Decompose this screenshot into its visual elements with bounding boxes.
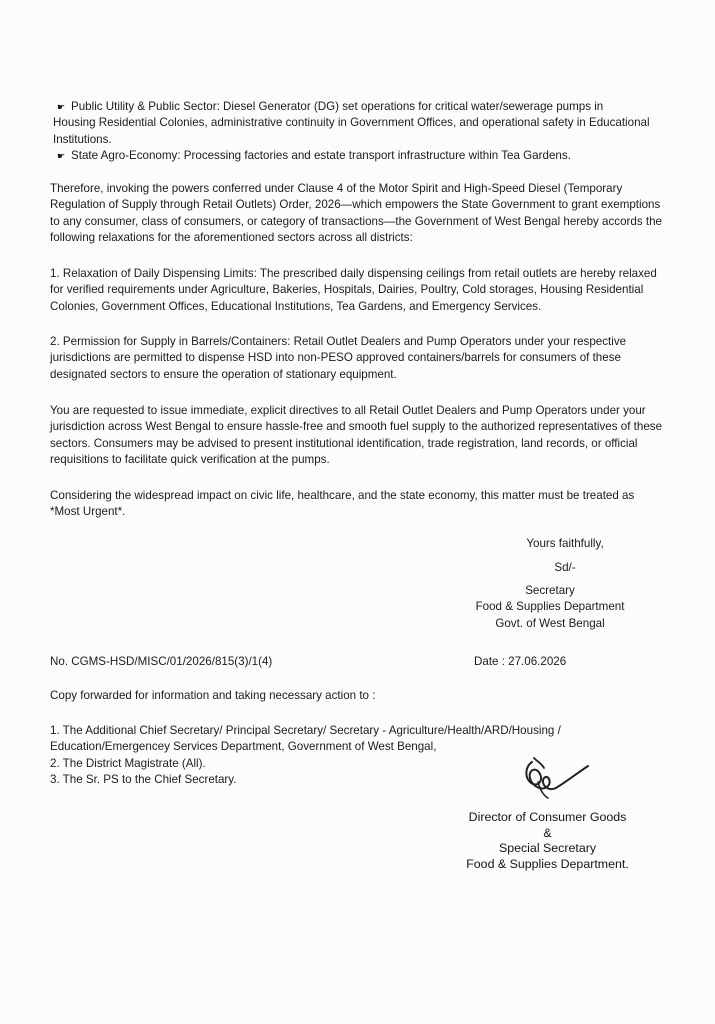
- permission-barrels-containers: 2. Permission for Supply in Barrels/Containers: Retail Outlet Dealers and Pump Operators under your respective jurisdictions are permitted to dispense HSD into non-PESO approved containers/barrels for consumers of these designated sectors to ensure the operation of stationary equipment.: [50, 335, 627, 381]
- bullet-arrow-icon: ☛: [57, 151, 66, 162]
- director-department: Food & Supplies Department.: [466, 856, 629, 871]
- secretary-signature-block: [455, 536, 645, 632]
- director-title: Director of Consumer Goods: [468, 810, 627, 824]
- bullet-text: [71, 99, 658, 115]
- memo-number: No. CGMS-HSD/MISC/01/2026/815(3)/1(4): [50, 655, 273, 668]
- bullet-item-agro-economy: [53, 148, 658, 164]
- copy-forwarded-line: Copy forwarded for information and taking necessary action to :: [50, 689, 376, 702]
- handwritten-signature-icon: [518, 752, 598, 802]
- signed-mark: Sd/-: [554, 561, 576, 575]
- urgency-paragraph: Considering the widespread impact on civic life, healthcare, and the state economy, this matter must be treated as *Most Urgent*.: [50, 489, 635, 519]
- bullet-continuation: Housing Residential Colonies, administrative continuity in Government Offices, and operational safety in Educational Institutions.: [53, 116, 650, 146]
- director-signature-block: [450, 810, 645, 872]
- bullet-first-line: Public Utility & Public Sector: Diesel Generator (DG) set operations for critical water/sewerage pumps in: [71, 100, 604, 113]
- signatory-department: Food & Supplies Department: [475, 600, 625, 614]
- bullet-item-public-utility: [53, 99, 658, 115]
- bullet-arrow-icon: ☛: [57, 102, 66, 112]
- invoking-powers-paragraph: Therefore, invoking the powers conferred under Clause 4 of the Motor Spirit and High-Speed Diesel (Temporary Regulation of Supply through Retail Outlets) Order, 2026—which empowers the State Government to grant exemptions to any consumer, class of consumers, or category of transactions—the Government of West Bengal hereby accords the following relaxations for the aforementioned sectors across all districts:: [50, 182, 662, 245]
- bullet-text: State Agro-Economy: Processing factories and estate transport infrastructure within Tea Gardens.: [71, 149, 571, 163]
- signatory-government: Govt. of West Bengal: [495, 616, 605, 630]
- sector-bullet-list: [53, 99, 658, 165]
- recipient-item: 2. The District Magistrate (All).: [50, 756, 206, 770]
- recipient-item: 3. The Sr. PS to the Chief Secretary.: [50, 773, 237, 787]
- closing-salutation: Yours faithfully,: [526, 537, 604, 550]
- special-secretary-title: Special Secretary: [498, 841, 597, 855]
- relaxation-dispensing-limits: 1. Relaxation of Daily Dispensing Limits: The prescribed daily dispensing ceilings from retail outlets are hereby relaxed for verified requirements under Agriculture, Bakeries, Hospitals, Dairies, Poultry, Cold storages, Housing Residential Colonies, Government Offices, Educational Institutions, Tea Gardens, and Emergency Services.: [50, 267, 657, 313]
- director-ampersand: &: [543, 825, 552, 840]
- signatory-title: Secretary: [525, 583, 575, 597]
- directive-paragraph: You are requested to issue immediate, explicit directives to all Retail Outlet Dealers and Pump Operators under your jurisdiction across West Bengal to ensure hassle-free and smooth fuel supply to the authorized representatives of these sectors. Consumers may be advised to present institutional identification, trade registration, land records, or official requisitions to facilitate quick verification at the pumps.: [50, 404, 663, 467]
- memo-date: Date : 27.06.2026: [474, 655, 567, 668]
- recipient-item: 1. The Additional Chief Secretary/ Principal Secretary/ Secretary - Agriculture/Health/ARD/Housing / Education/Emergencey Services Department, Government of West Bengal,: [50, 724, 561, 754]
